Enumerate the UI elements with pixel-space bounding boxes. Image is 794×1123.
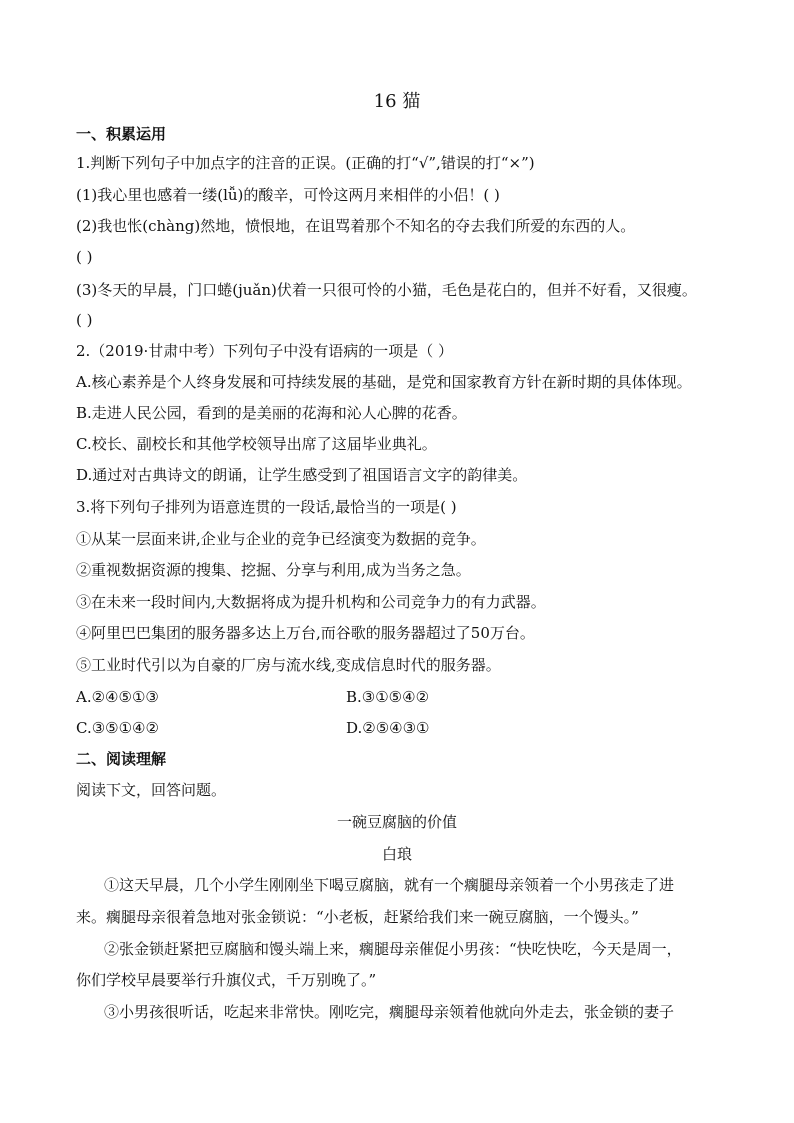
q3-option-d: D.②⑤④③①: [346, 719, 430, 737]
passage-paragraph-2-line-2: 你们学校早晨要举行升旗仪式，千万别晚了。”: [76, 971, 377, 989]
q3-sentence-1: ①从某一层面来讲,企业与企业的竞争已经演变为数据的竞争。: [76, 530, 486, 548]
reading-intro: 阅读下文，回答问题。: [76, 781, 227, 799]
q2-option-c: C.校长、副校长和其他学校领导出席了这届毕业典礼。: [76, 435, 437, 453]
q3-sentence-5: ⑤工业时代引以为自豪的厂房与流水线,变成信息时代的服务器。: [76, 656, 501, 674]
q1-item-3: (3)冬天的早晨，门口蜷(juǎn)伏着一只很可怜的小猫，毛色是花白的，但并不好看，又很瘦。: [76, 281, 697, 299]
q3-sentence-3: ③在未来一段时间内,大数据将成为提升机构和公司竞争力的有力武器。: [76, 593, 546, 611]
q1-item-3-blank: ( ): [76, 311, 93, 329]
q3-sentence-2: ②重视数据资源的搜集、挖掘、分享与利用,成为当务之急。: [76, 561, 471, 579]
page-title: 16 猫: [373, 91, 421, 112]
q2-option-a: A.核心素养是个人终身发展和可持续发展的基础，是党和国家教育方针在新时期的具体体现。: [76, 373, 692, 391]
q2-option-d: D.通过对古典诗文的朗诵，让学生感受到了祖国语言文字的韵律美。: [76, 466, 528, 484]
section-heading-2: 二、阅读理解: [76, 750, 167, 768]
section-heading-1: 一、积累运用: [76, 125, 167, 143]
passage-author: 白琅: [381, 845, 412, 863]
q3-option-a: A.②④⑤①③: [76, 688, 159, 706]
q3-stem: 3.将下列句子排列为语意连贯的一段话,最恰当的一项是( ): [76, 498, 457, 516]
q2-option-b: B.走进人民公园，看到的是美丽的花海和沁人心脾的花香。: [76, 404, 467, 422]
q1-item-2: (2)我也怅(chàng)然地，愤恨地，在诅骂着那个不知名的夺去我们所爱的东西的人。: [76, 217, 636, 235]
passage-paragraph-3-line-1: ③小男孩很听话，吃起来非常快。刚吃完，瘸腿母亲领着他就向外走去，张金锁的妻子: [104, 1003, 675, 1021]
passage-paragraph-2-line-1: ②张金锁赶紧把豆腐脑和馒头端上来，瘸腿母亲催促小男孩：“快吃快吃，今天是周一，: [104, 940, 682, 958]
q3-option-c: C.③⑤①④②: [76, 719, 159, 737]
q2-stem: 2.（2019·甘肃中考）下列句子中没有语病的一项是（ ）: [76, 342, 454, 360]
q3-sentence-4: ④阿里巴巴集团的服务器多达上万台,而谷歌的服务器超过了50万台。: [76, 624, 535, 642]
passage-title: 一碗豆腐脑的价值: [336, 813, 457, 831]
q1-item-1: (1)我心里也感着一缕(lǚ)的酸辛，可怜这两月来相伴的小侣！( ): [76, 186, 500, 204]
q1-item-2-blank: ( ): [76, 248, 93, 266]
q3-option-b: B.③①⑤④②: [346, 688, 430, 706]
passage-paragraph-1-line-2: 来。瘸腿母亲很着急地对张金锁说：“小老板，赶紧给我们来一碗豆腐脑，一个馒头。”: [76, 908, 639, 926]
passage-paragraph-1-line-1: ①这天早晨，几个小学生刚刚坐下喝豆腐脑，就有一个瘸腿母亲领着一个小男孩走了进: [104, 876, 675, 894]
q1-stem: 1.判断下列句子中加点字的注音的正误。(正确的打“√”,错误的打“×”): [76, 154, 535, 172]
